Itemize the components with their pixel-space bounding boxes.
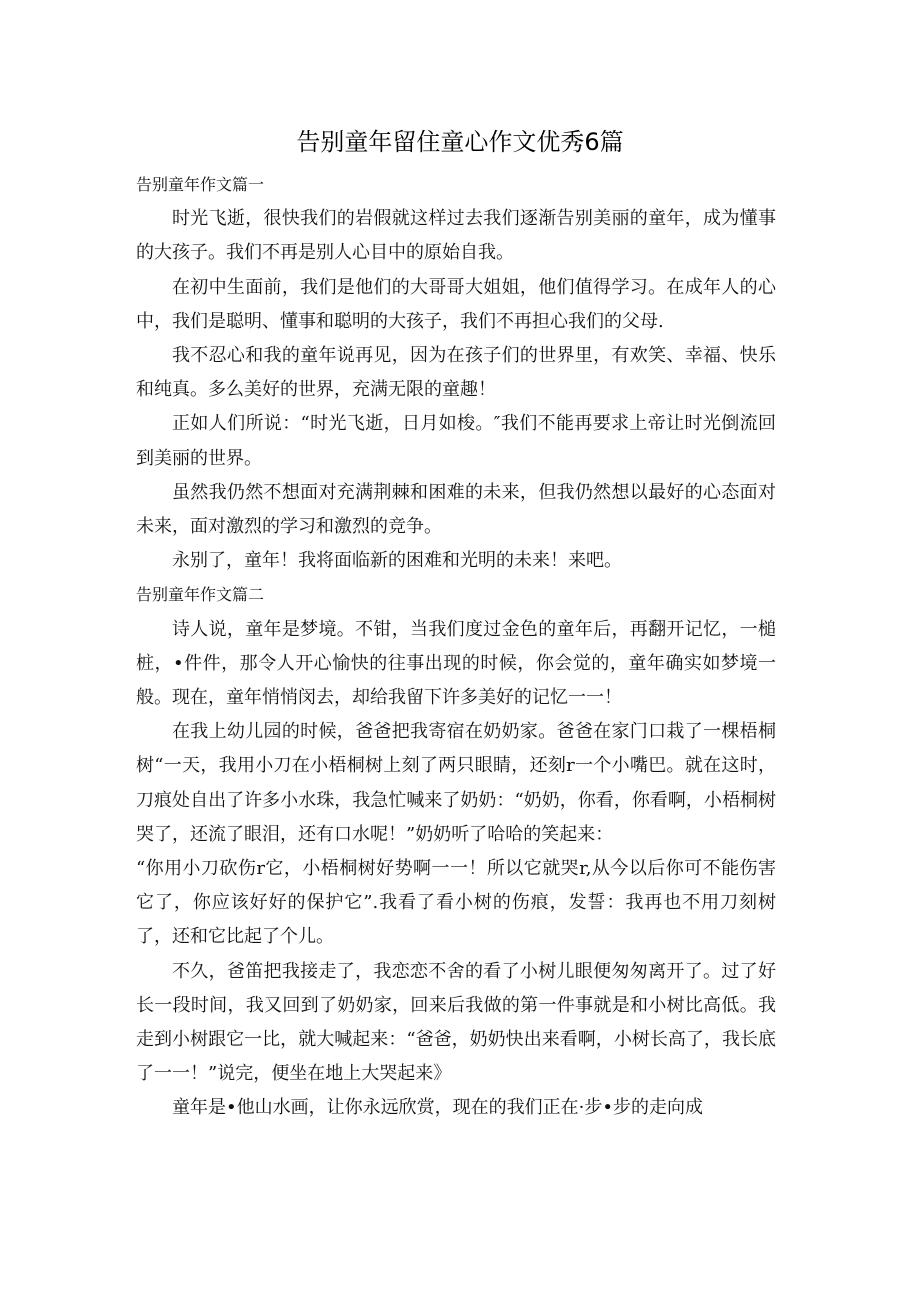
paragraph: 在我上幼儿园的时候，爸爸把我寄宿在奶奶家。爸爸在家门口栽了一棵梧桐树“一天，我用小刀在小梧桐树上刻了两只眼睛，还刻r一个小嘴巴。就在这时，刀痕处自出了许多小水珠，我急忙喊来了奶奶：“奶奶，你看，你看啊，小梧桐树哭了，还流了眼泪，还有口水呢！”奶奶听了哈哈的笑起来： <box>136 721 776 845</box>
section-heading: 告别童年作文篇二 <box>136 585 265 605</box>
section-heading: 告别童年作文篇一 <box>136 175 265 194</box>
document-title: 告别童年留住童心作文优秀6篇 <box>296 128 624 156</box>
paragraph: 我不忍心和我的童年说再见，因为在孩子们的世界里，有欢笑、幸福、快乐和纯真。多么美好的世界，充满无限的童趣！ <box>136 345 776 401</box>
document-body <box>136 168 776 1126</box>
paragraph: 在初中生面前，我们是他们的大哥哥大姐姐，他们值得学习。在成年人的心中，我们是聪明、懂事和聪明的大孩子，我们不再担心我们的父母. <box>136 276 776 332</box>
paragraph: 时光飞逝，很快我们的岩假就这样过去我们逐渐告别美丽的童年，成为懂事的大孩子。我们不再是别人心目中的原始自我。 <box>136 208 776 264</box>
paragraph: 虽然我仍然不想面对充满荆棘和困难的未来，但我仍然想以最好的心态面对未来，面对激烈的学习和激烈的竞争。 <box>136 481 776 538</box>
paragraph: 诗人说，童年是梦境。不钳，当我们度过金色的童年后，再翻开记忆，一槌桩，•件件，那令人开心愉快的往事出现的时候，你会觉的，童年确实如梦境一般。现在，童年悄悄闵去，却给我留下许多美好的记忆一一！ <box>136 618 776 709</box>
paragraph: 不久，爸笛把我接走了，我恋恋不舍的看了小树儿眼便匆匆离开了。过了好长一段时间，我又回到了奶奶家，回来后我做的第一件事就是和小树比高低。我走到小树跟它一比，就大喊起来：“爸爸，奶奶快出来看啊，小树长高了，我长底了一一！”说完，便坐在地上大哭起来》 <box>136 960 776 1085</box>
paragraph: “你用小刀砍伤r它，小梧桐树好势啊一一！所以它就哭r,从今以后你可不能伤害它了，你应该好好的保护它”.我看了看小树的伤痕，发誓：我再也不用刀刻树了，还和它比起了个儿。 <box>136 858 776 948</box>
paragraph: 童年是•他山水画，让你永远欣赏，现在的我们正在·步•步的走向成 <box>172 1097 703 1119</box>
paragraph: 正如人们所说：“时光飞逝，日月如梭。″我们不能再要求上帝让时光倒流回到美丽的世界。 <box>136 413 776 469</box>
paragraph: 永别了，童年！我将面临新的困难和光明的未来！来吧。 <box>172 550 622 572</box>
